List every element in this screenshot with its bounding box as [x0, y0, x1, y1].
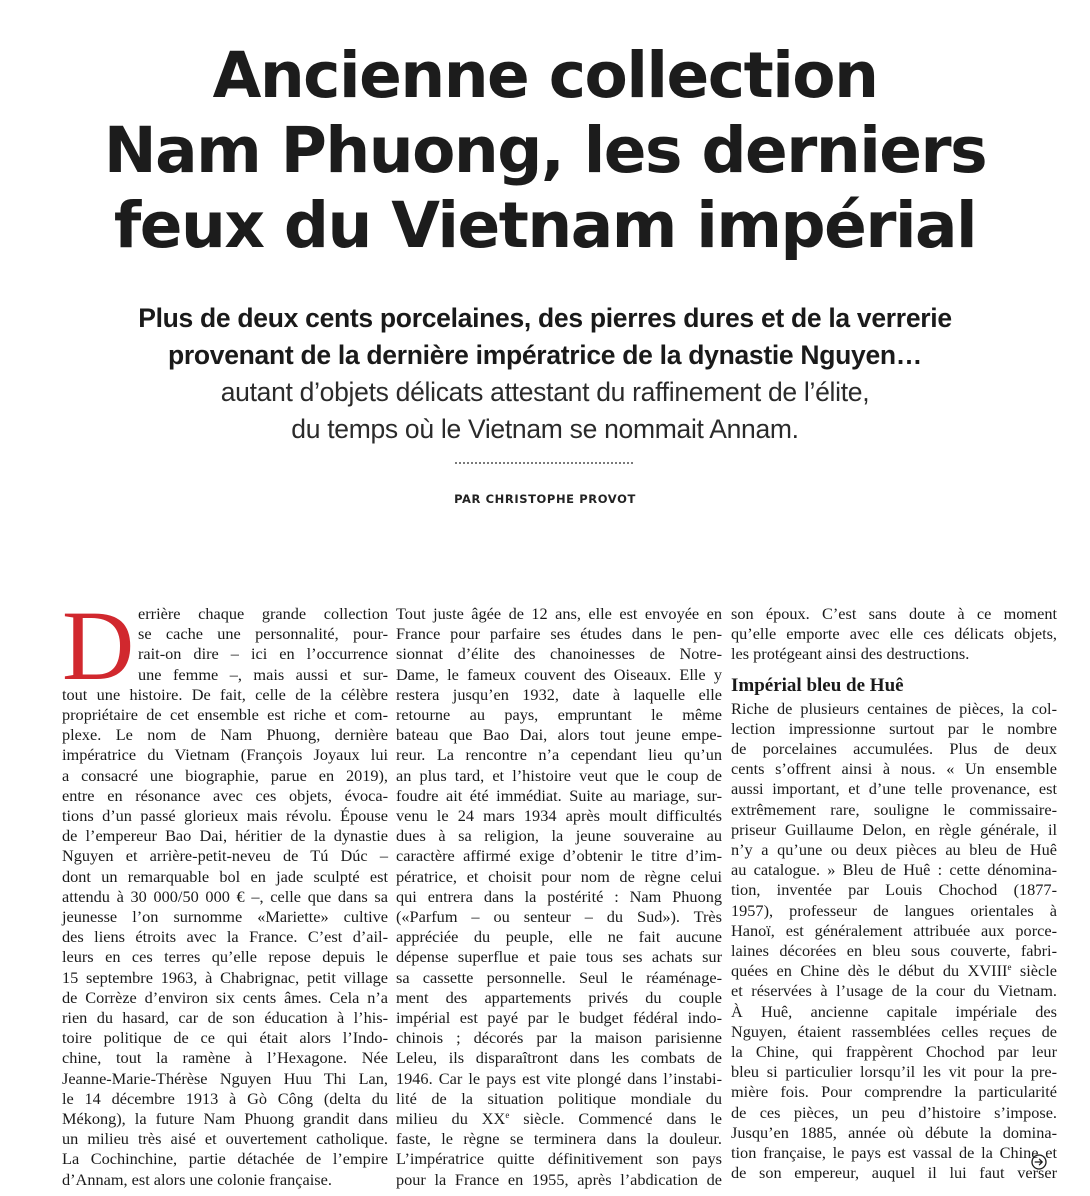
text-line: 15 septembre 1963, à Chabrignac, petit village — [62, 967, 388, 987]
deck-line: autant d’objets délicats attestant du raffinement de l’élite, — [220, 377, 870, 407]
text-line: («Parfum – ou senteur – du Sud»). Très — [396, 907, 722, 927]
text-line: L’impératrice quitte définitivement son pays — [396, 1149, 722, 1169]
text-line: chinois ; décorés par la maison parisienne — [396, 1028, 722, 1048]
text-line: n’y a qu’une ou deux pièces au bleu de Huê — [731, 840, 1057, 860]
text-line: de l’empereur Bao Dai, héritier de la dynastie — [62, 826, 388, 846]
text-line: La Cochinchine, partie détachée de l’empire — [62, 1149, 388, 1169]
text-line: 1946. Car le pays est vite plongé dans l’instabi- — [396, 1068, 722, 1088]
text-line: la Chine, qui frappèrent Chochod par leur — [731, 1042, 1057, 1062]
text-line: jeunesse l’on surnomme «Mariette» cultive — [62, 907, 388, 927]
text-line: ment des appartements privés du couple — [396, 987, 722, 1007]
text-line: reur. La rencontre n’a cependant lieu qu’un — [396, 745, 722, 765]
text-line: rien du hasard, car de son éducation à l’his- — [62, 1008, 388, 1028]
text-line: impérial est payé par le budget fédéral indo- — [396, 1008, 722, 1028]
superscript: e — [505, 1110, 510, 1121]
text-line: Nguyen et arrière-petit-neveu de Tú Dúc – — [62, 846, 388, 866]
text-line: lité de la situation politique mondiale du — [396, 1088, 722, 1108]
arrow-right-circle-icon[interactable] — [1031, 1154, 1047, 1170]
title-line: feux du Vietnam impérial — [113, 189, 977, 262]
text-line: restera jusqu’en 1932, date à laquelle elle — [396, 684, 722, 704]
text-line: laines décorées en bleu sous couverte, fabri- — [731, 941, 1057, 961]
text-line: Dame, le fameux couvent des Oiseaux. Elle y — [396, 664, 722, 684]
text-line: de porcelaines accumulées. Plus de deux — [731, 739, 1057, 759]
text-line: de ces pièces, un peu d’histoire s’impose. — [731, 1102, 1057, 1122]
text-line: mière fois. Pour comprendre la particularité — [731, 1082, 1057, 1102]
text-line: propriétaire de cet ensemble est riche et com- — [62, 705, 388, 725]
text-line: attendu à 30 000/50 000 € –, celle que dans sa — [62, 886, 388, 906]
text-line: retourne au pays, empruntant le même — [396, 705, 722, 725]
text-line: bateau que Bao Dai, alors tout jeune empe- — [396, 725, 722, 745]
text-line: lection impressionne surtout par le nombre — [731, 718, 1057, 738]
text-line: plexe. Le nom de Nam Phuong, dernière — [62, 725, 388, 745]
text-line: À Huê, ancienne capitale impériale des — [731, 1001, 1057, 1021]
text-column-3 — [731, 604, 1057, 1183]
deck-line: Plus de deux cents porcelaines, des pierres dures et de la verrerie — [138, 303, 952, 333]
text-line: Jeanne-Marie-Thérèse Nguyen Huu Thi Lan, — [62, 1068, 388, 1088]
text-line: a consacré une biographie, parue en 2019), — [62, 765, 388, 785]
text-line: faste, le règne se terminera dans la douleur. — [396, 1129, 722, 1149]
article-deck — [60, 300, 1030, 448]
text-line: rait-on dire – ici en l’occurrence — [138, 644, 388, 664]
text-line: entre en résonance avec ces objets, évoca- — [62, 785, 388, 805]
text-line: pératrice, et choisit pour nom de règne celui — [396, 866, 722, 886]
text-line: des liens étroits avec la France. C’est d’ail- — [62, 927, 388, 947]
text-line: tions d’un passé glorieux mais révolu. Épouse — [62, 806, 388, 826]
text-line: tion française, le pays est vassal de la Chine et — [731, 1143, 1057, 1163]
text-line: Riche de plusieurs centaines de pièces, la col- — [731, 698, 1057, 718]
text-line: France pour parfaire ses études dans le pen- — [396, 624, 722, 644]
text-line: qui entrera dans la postérité : Nam Phuong — [396, 886, 722, 906]
title-line: Ancienne collection — [212, 39, 878, 112]
text-line: bleu si particulier lorsqu’il les vit pour la pre- — [731, 1062, 1057, 1082]
text-line: 1957), professeur de langues orientales à — [731, 900, 1057, 920]
text-line: une femme –, mais aussi et sur- — [138, 664, 388, 684]
section-subheading: Impérial bleu de Huê — [731, 674, 904, 696]
drop-cap: D — [62, 590, 135, 701]
text-line: les protégeant ainsi des destructions. — [731, 644, 970, 664]
text-line: caractère affirmé exige d’obtenir le titre d’im- — [396, 846, 722, 866]
text-line: qu’elle emporte avec elle ces délicats objets, — [731, 624, 1057, 644]
text-line: Hanoï, est généralement attribuée aux porce- — [731, 920, 1057, 940]
text-line: aussi important, et d’une telle provenance, est — [731, 779, 1057, 799]
text-line: Jusqu’en 1885, année où débute la domina- — [731, 1122, 1057, 1142]
text-line: tion, inventée par Louis Chochod (1877- — [731, 880, 1057, 900]
text-line: dont un remarquable bol en jade sculpté est — [62, 866, 388, 886]
text-line: tout une histoire. De fait, celle de la célèbre — [62, 684, 388, 704]
text-column-1 — [62, 590, 388, 1190]
text-line: priseur Guillaume Delon, en règle générale, il — [731, 819, 1057, 839]
text-column-2 — [396, 604, 722, 1190]
superscript: e — [1007, 962, 1012, 973]
text-fragment: milieu du XX — [396, 1109, 506, 1129]
text-line: d’Annam, est alors une colonie française. — [62, 1169, 332, 1189]
dotted-divider — [455, 462, 633, 464]
text-line: cents s’offrent ainsi à nous. « Un ensemble — [731, 759, 1057, 779]
text-line: dépense superflue et paie tous ses achats sur — [396, 947, 722, 967]
text-line: le 14 décembre 1913 à Gò Công (delta du — [62, 1088, 388, 1108]
text-line: dues à sa religion, la jeune souveraine au — [396, 826, 722, 846]
text-line: Leleu, ils disparaîtront dans les combats de — [396, 1048, 722, 1068]
text-line: de son empereur, auquel il lui faut verser — [731, 1163, 1057, 1183]
article-title — [40, 38, 1050, 263]
text-line: pour la France en 1955, après l’abdication de — [396, 1169, 722, 1189]
title-line: Nam Phuong, les derniers — [103, 114, 987, 187]
text-line: chine, tout la ramène à l’Hexagone. Née — [62, 1048, 388, 1068]
text-line: de Corrèze d’environ six cents âmes. Cela n’a — [62, 987, 388, 1007]
text-line: son époux. C’est sans doute à ce moment — [731, 604, 1057, 623]
text-line — [731, 961, 1057, 981]
text-line: Nguyen, étaient rassemblées celles reçues de — [731, 1021, 1057, 1041]
text-line: extrêmement rare, souligne le commissaire- — [731, 799, 1057, 819]
text-line: appréciée du peuple, elle ne fait aucune — [396, 927, 722, 947]
text-line: au catalogue. » Bleu de Huê : cette dénomina- — [731, 860, 1057, 880]
text-line: se cache une personnalité, pour- — [138, 624, 388, 644]
text-line: leurs en ces terres qu’elle repose depuis le — [62, 947, 388, 967]
deck-line: du temps où le Vietnam se nommait Annam. — [291, 414, 799, 444]
byline: PAR CHRISTOPHE PROVOT — [454, 492, 636, 506]
text-line: et réservées à l’usage de la cour du Vietnam. — [731, 981, 1057, 1001]
text-line: an plus tard, et l’histoire veut que le coup de — [396, 765, 722, 785]
text-line: impératrice du Vietnam (François Joyaux lui — [62, 745, 388, 765]
text-line: toire politique de ce qui était alors l’Indo- — [62, 1028, 388, 1048]
text-line: errière chaque grande collection — [138, 604, 388, 623]
text-line: Mékong), la future Nam Phuong grandit dans — [62, 1109, 388, 1129]
text-line: sa cassette personnelle. Seul le réaménage- — [396, 967, 722, 987]
text-line — [396, 1109, 722, 1129]
text-line: un milieu très aisé et ouvertement catholique. — [62, 1129, 388, 1149]
text-fragment: siècle — [1011, 961, 1057, 981]
text-fragment: quées en Chine dès le début du XVIII — [731, 961, 1008, 981]
text-fragment: siècle. Commencé dans le — [509, 1109, 722, 1129]
text-line: sionnat d’élite des chanoinesses de Notre- — [396, 644, 722, 664]
text-line: Tout juste âgée de 12 ans, elle est envoyée en — [396, 604, 722, 623]
deck-line: provenant de la dernière impératrice de la dynastie Nguyen… — [168, 340, 922, 370]
text-line: foudre ait été immédiat. Suite au mariage, sur- — [396, 785, 722, 805]
text-line: venu le 24 mars 1934 après moult difficultés — [396, 806, 722, 826]
